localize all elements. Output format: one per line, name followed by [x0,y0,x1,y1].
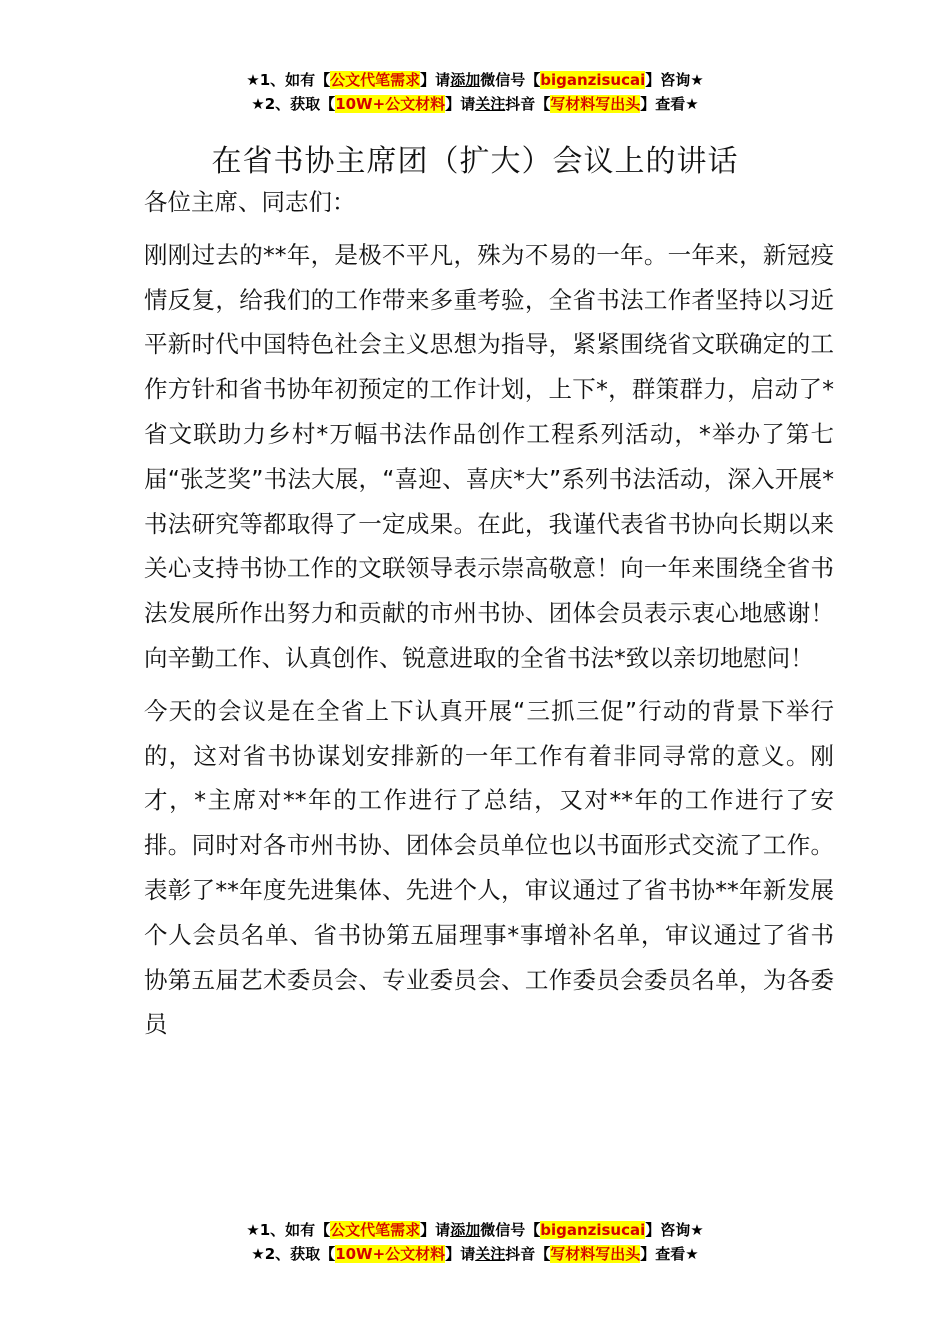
promo-text: 】咨询★ [645,1221,704,1239]
promo-douyin-id: 写材料写出头 [550,1245,641,1263]
promo-text: ★2、获取【 [251,1245,336,1263]
promo-text: 微信号【 [480,71,541,89]
promo-highlight: 公文代笔需求 [330,1221,421,1239]
promo-underline: 关注 [475,95,506,113]
promo-text: 微信号【 [480,1221,541,1239]
promo-wechat-id: biganzisucai [540,71,646,89]
promo-text: ★1、如有【 [246,1221,331,1239]
promo-line-2 [0,1242,950,1266]
promo-wechat-id: biganzisucai [540,1221,646,1239]
promo-text: 】请 [445,1245,476,1263]
promo-text: 】请 [445,95,476,113]
promo-highlight: 10W+公文材料 [335,1245,446,1263]
promo-line-1 [0,1218,950,1242]
promo-text: 】查看★ [640,1245,699,1263]
promo-text: 抖音【 [505,95,551,113]
promo-text: 】请 [420,71,451,89]
paragraph: 刚刚过去的**年，是极不平凡，殊为不易的一年。一年来，新冠疫情反复，给我们的工作带来多重考验，全省书法工作者坚持以习近平新时代中国特色社会主义思想为指导，紧紧围绕省文联确定的工作方针和省书协年初预定的工作计划，上下*，群策群力，启动了*省文联助力乡村*万幅书法作品创作工程系列活动，*举办了第七届“张芝奖”书法大展，“喜迎、喜庆*大”系列书法活动，深入开展*书法研究等都取得了一定成果。在此，我谨代表省书协向长期以来关心支持书协工作的文联领导表示崇高敬意！向一年来围绕全省书法发展所作出努力和贡献的市州书协、团体会员表示衷心地感谢！向辛勤工作、认真创作、锐意进取的全省书法*致以亲切地慰问！ [144,240,834,672]
promo-text: 】咨询★ [645,71,704,89]
footer-promo-banner [0,1218,950,1266]
promo-text: ★2、获取【 [251,95,336,113]
promo-text: 抖音【 [505,1245,551,1263]
promo-text: ★1、如有【 [246,71,331,89]
salutation: 各位主席、同志们： [144,188,356,216]
promo-underline: 添加 [450,71,481,89]
promo-line-2 [0,92,950,116]
promo-highlight: 10W+公文材料 [335,95,446,113]
promo-line-1 [0,68,950,92]
promo-highlight: 公文代笔需求 [330,71,421,89]
promo-underline: 添加 [450,1221,481,1239]
promo-douyin-id: 写材料写出头 [550,95,641,113]
promo-text: 】查看★ [640,95,699,113]
document-title: 在省书协主席团（扩大）会议上的讲话 [211,144,739,180]
promo-underline: 关注 [475,1245,506,1263]
header-promo-banner [0,68,950,116]
document-body [144,180,834,1055]
paragraph: 今天的会议是在全省上下认真开展“三抓三促”行动的背景下举行的，这对省书协谋划安排新的一年工作有着非同寻常的意义。刚才，*主席对**年的工作进行了总结，又对**年的工作进行了安排。同时对各市州书协、团体会员单位也以书面形式交流了工作。表彰了**年度先进集体、先进个人，审议通过了省书协**年新发展个人会员名单、省书协第五届理事*事增补名单，审议通过了省书协第五届艺术委员会、专业委员会、工作委员会委员名单，为各委员 [144,696,834,1039]
promo-text: 】请 [420,1221,451,1239]
